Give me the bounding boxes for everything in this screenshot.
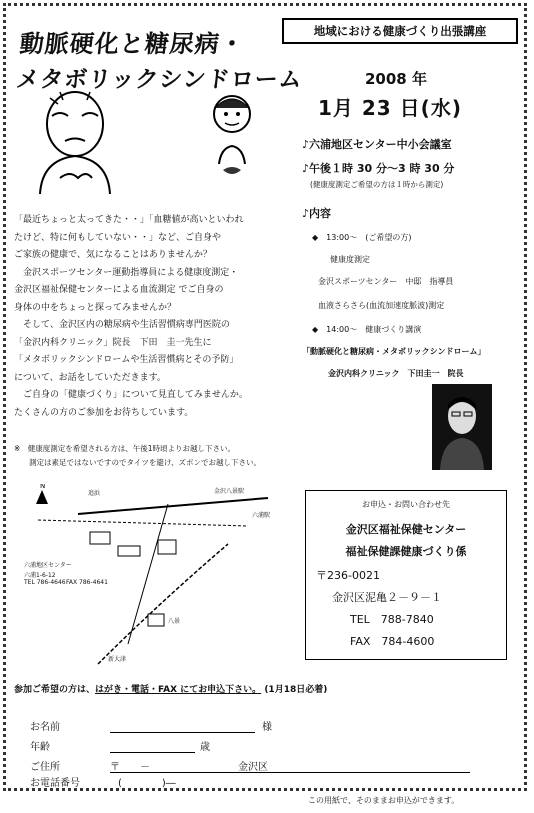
- body-line: 「最近ちょっと太ってきた・・」「血糖値が高いといわれ: [14, 215, 244, 225]
- contact-heading: お申込・お問い合わせ先: [362, 500, 450, 509]
- body-line: 身体の中をちょっと探ってみませんか？: [14, 302, 177, 313]
- contact-box: [305, 490, 507, 660]
- footer-note: この用紙で、そのままお申込ができます。: [308, 796, 460, 805]
- body-line: ご家族の健康で、気になることはありませんか？: [14, 250, 212, 260]
- name-label: お名前: [30, 722, 60, 733]
- apply-prefix: 参加ご希望の方は、: [14, 685, 96, 695]
- phone-field[interactable]: ( )―: [118, 778, 176, 789]
- body-line: たけど、特に何もしていない・・」など、ご自身や: [14, 232, 222, 243]
- event-banner: 地域における健康づくり出張講座: [282, 18, 518, 44]
- body-line: 「金沢内科クリニック」院長 下田 圭一先生に: [14, 337, 212, 348]
- content-heading: ♪内容: [302, 207, 332, 220]
- event-time-note: (健康度測定ご希望の方は１時から測定): [310, 180, 444, 189]
- title-line2: メタボリックシンドローム: [14, 66, 305, 93]
- event-date: 1月 23 日(水): [318, 96, 462, 120]
- svg-text:N: N: [40, 484, 46, 490]
- contact-tel: TEL 788-7840: [350, 613, 434, 626]
- event-time: ♪午後１時 30 分～3 時 30 分: [302, 162, 455, 175]
- note-line: 測定は素足ではないですのでタイツを避け、ズボンでお越し下さい。: [14, 458, 262, 467]
- map-label: 六浦駅: [252, 512, 271, 519]
- schedule-item: ◆ 13:00～ (ご希望の方): [312, 233, 412, 242]
- body-line: について、お話をしていただきます。: [14, 372, 166, 383]
- event-place: ♪六浦地区センター中小会議室: [302, 138, 452, 151]
- body-line: 金沢スポーツセンター運動指導員による健康度測定・: [14, 267, 239, 278]
- map-label: 六浦1-6-12: [24, 572, 56, 579]
- phone-label: お電話番号: [30, 778, 80, 789]
- contact-fax: FAX 784-4600: [350, 635, 435, 648]
- map-label: 六浦地区センター: [24, 562, 72, 569]
- access-map: [18, 484, 288, 674]
- lecture-title: 「動脈硬化と糖尿病・メタボリックシンドローム」: [302, 347, 486, 356]
- speaker-name: 金沢内科クリニック 下田圭一 院長: [328, 369, 464, 378]
- age-label: 年齢: [30, 742, 50, 753]
- name-field[interactable]: [110, 732, 255, 733]
- contact-address: 金沢区泥亀２－９－１: [332, 591, 442, 604]
- age-field[interactable]: [110, 752, 195, 753]
- age-suffix: 歳: [200, 742, 210, 753]
- address-field[interactable]: [110, 772, 470, 773]
- body-line: たくさんの方のご参加をお待ちしています。: [14, 407, 194, 418]
- body-line: ご自身の「健康づくり」について見直してみませんか。: [14, 390, 248, 400]
- postal-mark: 〒 －: [110, 762, 150, 773]
- name-suffix: 様: [262, 722, 272, 733]
- apply-deadline: (1月18日必着): [264, 685, 328, 695]
- schedule-item: 健康度測定: [330, 255, 370, 264]
- address-label: ご住所: [30, 762, 60, 773]
- man-illustration: [207, 90, 257, 180]
- schedule-item: 金沢スポーツセンター 中邸 指導員: [318, 277, 454, 286]
- map-label: 八景: [168, 618, 181, 625]
- speaker-photo: [432, 384, 492, 470]
- apply-method: はがき・電話・FAX にてお申込下さい。: [95, 685, 262, 695]
- event-year: 2008 年: [365, 70, 427, 88]
- body-line: そして、金沢区内の糖尿病や生活習慣病専門医院の: [14, 320, 230, 330]
- contact-org2: 福祉保健課健康づくり係: [345, 545, 467, 558]
- body-line: 金沢区福祉保健センターによる血流測定 でご自身の: [14, 285, 224, 295]
- map-label: 追浜: [88, 490, 101, 497]
- worried-person-illustration: [30, 86, 120, 196]
- note-line: ※ 健康度測定を希望される方は、午後1時頃よりお越し下さい。: [14, 444, 236, 453]
- body-text: [14, 212, 304, 422]
- map-label: 新大津: [108, 656, 127, 663]
- apply-instructions: [14, 682, 327, 695]
- contact-postal: 〒236-0021: [316, 569, 380, 582]
- ward-label: 金沢区: [238, 762, 268, 773]
- map-label: FAX 786-4641: [66, 579, 108, 586]
- map-label: TEL 786-4646: [24, 579, 66, 586]
- schedule-item: 血液さらさら(血流加速度脈波)測定: [318, 301, 445, 310]
- notes: [14, 442, 261, 470]
- body-line: 「メタボリックシンドロームや生活習慣病とその予防」: [14, 355, 239, 365]
- contact-org1: 金沢区福祉保健センター: [345, 523, 467, 536]
- title-line1: 動脈硬化と糖尿病・: [18, 29, 247, 58]
- map-label: 金沢八景駅: [214, 488, 245, 495]
- schedule-item: ◆ 14:00～ 健康づくり講演: [312, 325, 422, 334]
